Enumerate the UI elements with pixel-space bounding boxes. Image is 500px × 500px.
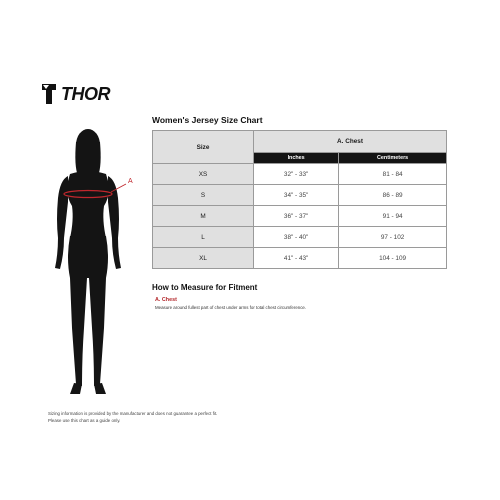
cm-cell: 104 - 109 [339, 248, 447, 269]
size-chart-table [152, 130, 447, 269]
disclaimer [48, 411, 217, 424]
cm-cell: 91 - 94 [339, 206, 447, 227]
woman-silhouette [40, 128, 140, 408]
inches-header: Inches [254, 153, 339, 164]
table-row [153, 206, 447, 227]
brand-name: THOR [61, 84, 110, 104]
table-row [153, 248, 447, 269]
inches-cell: 38" - 40" [254, 227, 339, 248]
table-row [153, 164, 447, 185]
size-cell: L [153, 227, 254, 248]
size-cell: XS [153, 164, 254, 185]
centimeters-header: Centimeters [339, 153, 447, 164]
chest-instruction-label: A. Chest [155, 297, 177, 303]
disclaimer-line: Sizing information is provided by the manufacturer and does not guarantee a perfect fit. [48, 411, 218, 416]
inches-cell: 36" - 37" [254, 206, 339, 227]
size-cell: M [153, 206, 254, 227]
figure-marker-a: A [128, 178, 133, 185]
size-cell: XL [153, 248, 254, 269]
cm-cell: 86 - 89 [339, 185, 447, 206]
table-row [153, 227, 447, 248]
cm-cell: 97 - 102 [339, 227, 447, 248]
chart-title: Women's Jersey Size Chart [152, 115, 263, 125]
chest-instruction-text: Measure around fullest part of chest under arms for total chest circumference. [155, 305, 307, 310]
inches-cell: 32" - 33" [254, 164, 339, 185]
disclaimer-line: Please use this chart as a guide only. [48, 417, 121, 423]
brand-logo [40, 82, 120, 108]
cm-cell: 81 - 84 [339, 164, 447, 185]
size-header: Size [153, 131, 254, 164]
inches-cell: 41" - 43" [254, 248, 339, 269]
inches-cell: 34" - 35" [254, 185, 339, 206]
size-cell: S [153, 185, 254, 206]
table-row [153, 185, 447, 206]
how-to-title: How to Measure for Fitment [152, 283, 258, 292]
chest-header: A. Chest [254, 131, 447, 153]
thor-helmet-icon [40, 82, 58, 106]
